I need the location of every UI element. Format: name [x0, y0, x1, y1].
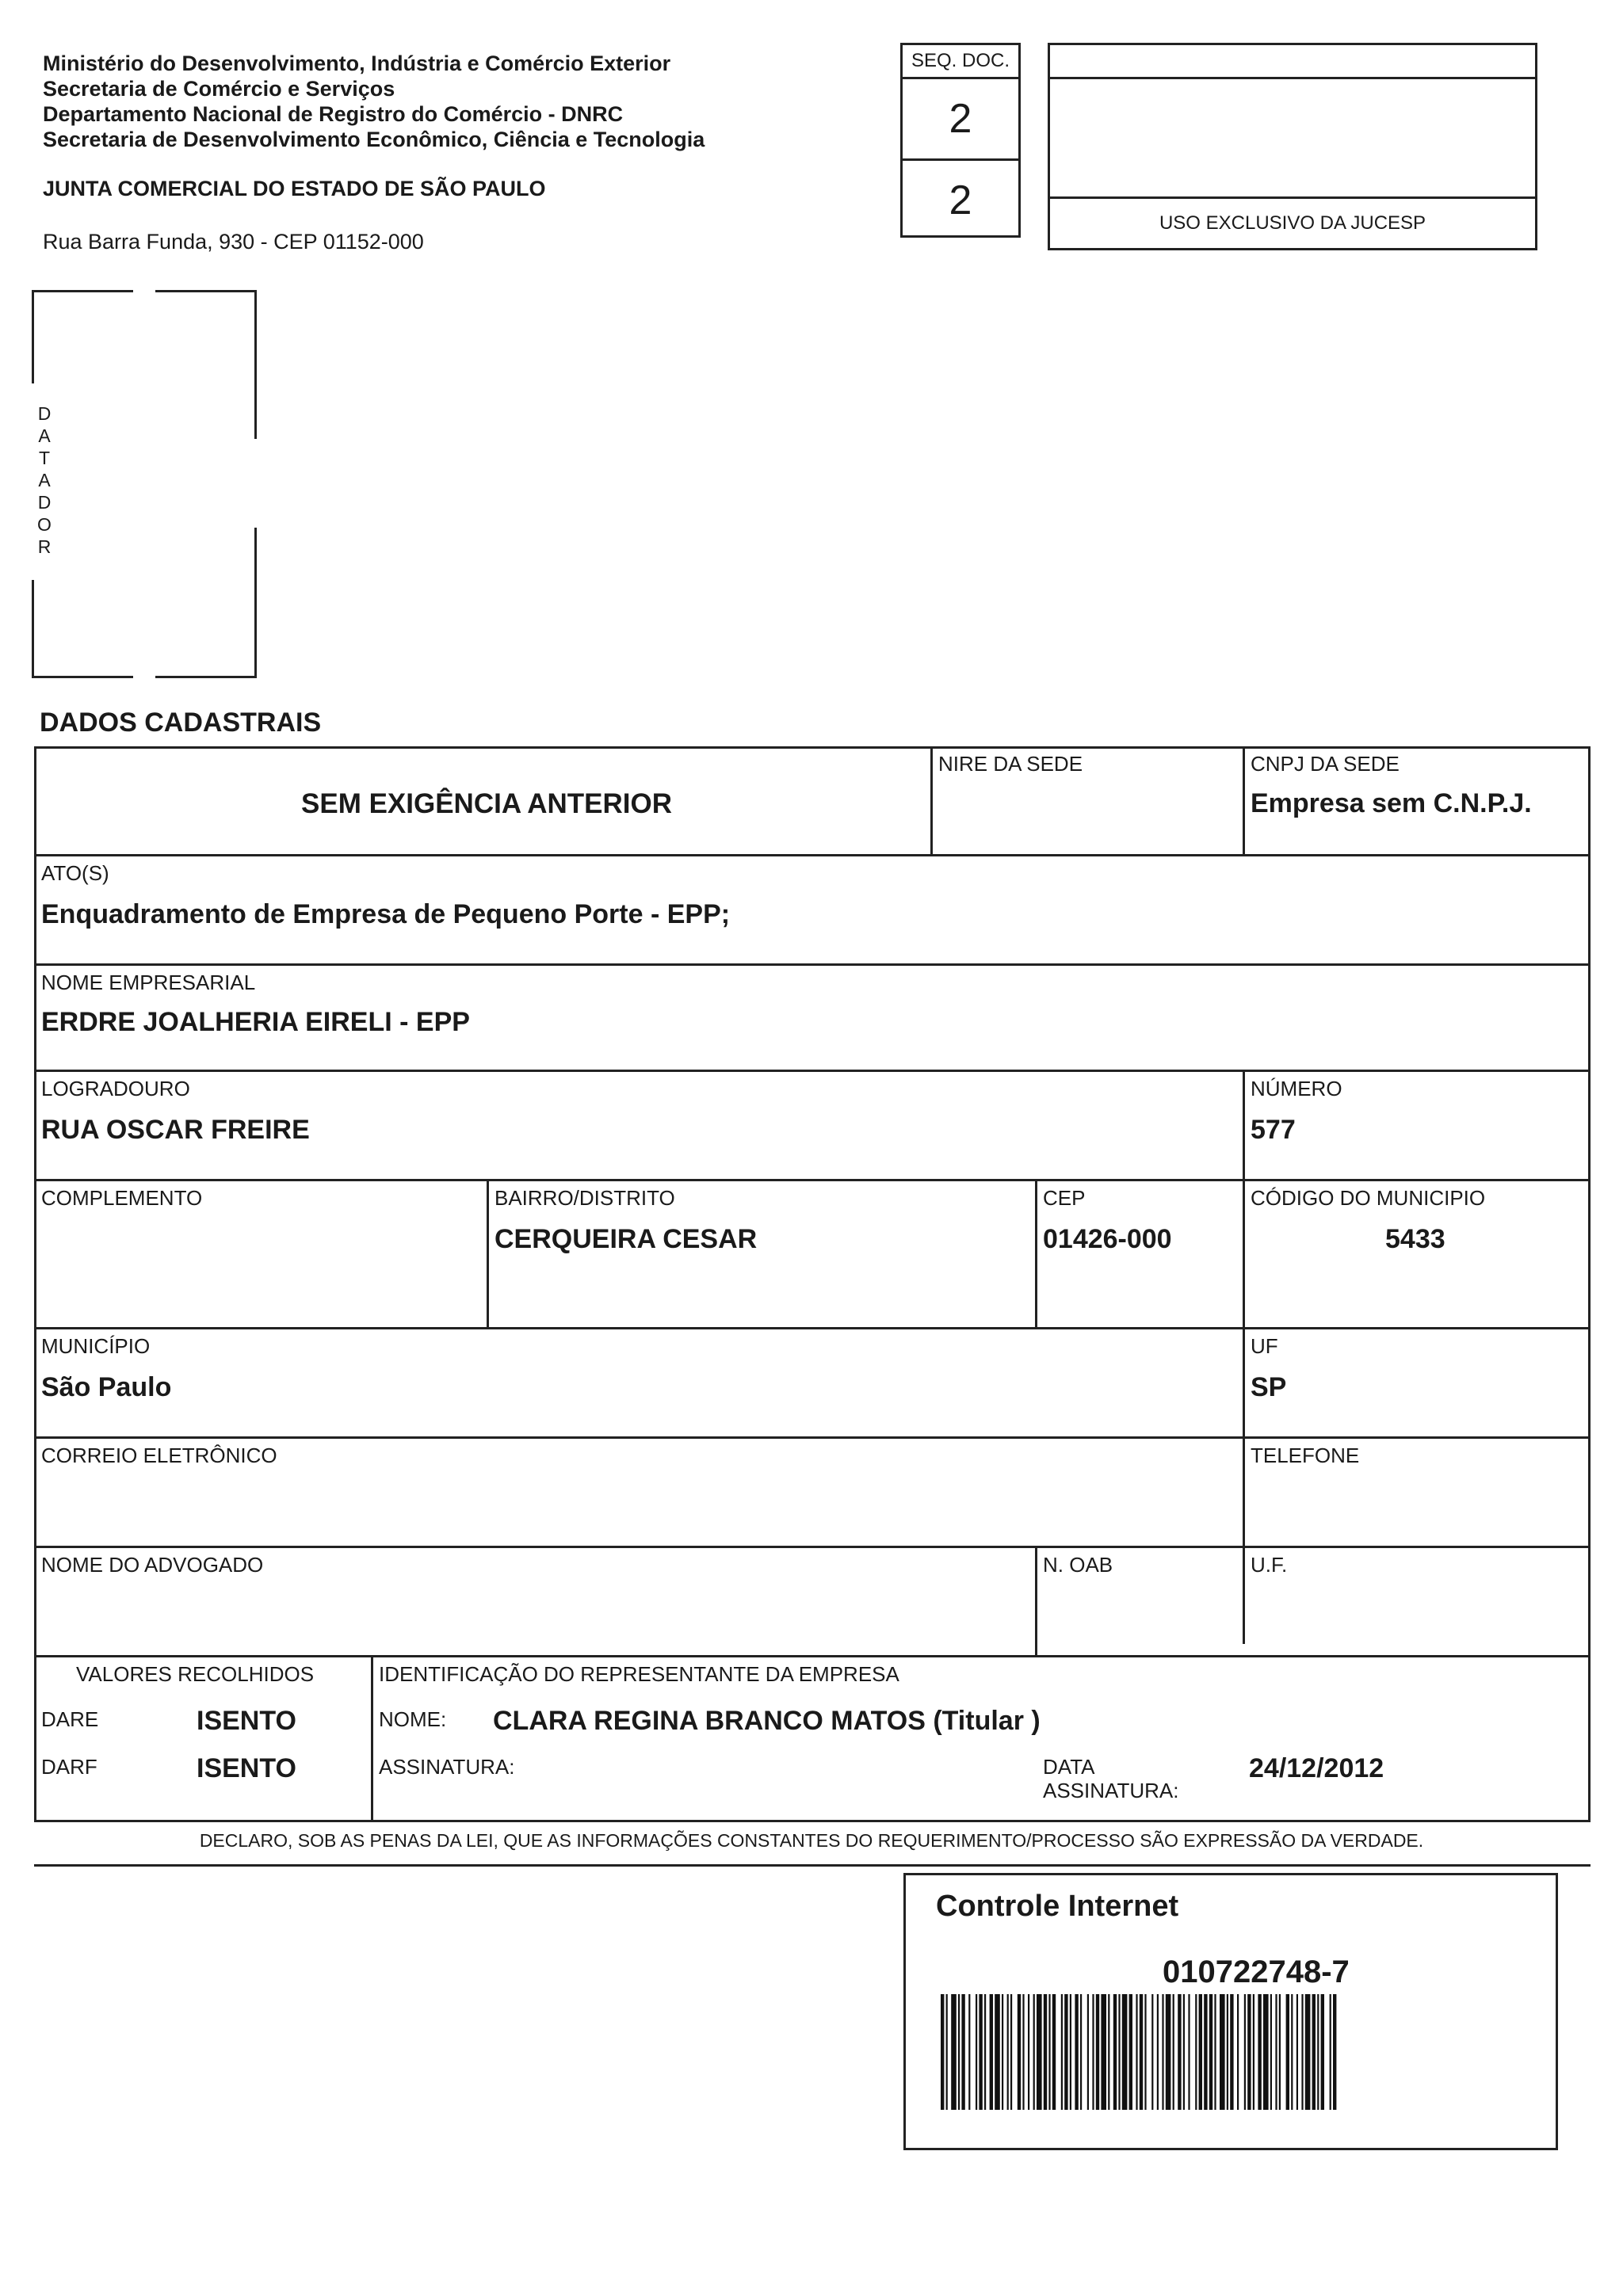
exigencia-value: SEM EXIGÊNCIA ANTERIOR [301, 788, 673, 819]
barcode-bar [1258, 1994, 1261, 2110]
barcode-bar [1033, 1994, 1035, 2110]
barcode-bar [1209, 1994, 1212, 2110]
barcode-bar [1048, 1994, 1050, 2110]
uf-label: UF [1251, 1334, 1278, 1358]
codigo-municipio-label: CÓDIGO DO MUNICIPIO [1251, 1186, 1486, 1210]
barcode-bar [951, 1994, 957, 2110]
barcode-bar [1007, 1994, 1009, 2110]
barcode-bar [1075, 1994, 1078, 2110]
barcode-bar [1296, 1994, 1298, 2110]
barcode-bar [1122, 1994, 1128, 2110]
atos-label: ATO(S) [41, 861, 109, 885]
seq-doc-value-1: 2 [949, 96, 972, 142]
barcode-bar [1052, 1994, 1056, 2110]
numero-label: NÚMERO [1251, 1077, 1342, 1100]
datador-right-top [254, 290, 257, 439]
barcode-bar [1321, 1994, 1324, 2110]
advogado-label: NOME DO ADVOGADO [41, 1553, 264, 1577]
row-divider [36, 1327, 1588, 1329]
barcode-bar [1291, 1994, 1293, 2110]
declaration-text: DECLARO, SOB AS PENAS DA LEI, QUE AS INFORMAÇÕES CONSTANTES DO REQUERIMENTO/PROCESSO SÃO EXPRESSÃO DA VERDADE. [199, 1830, 1424, 1851]
barcode-bar [1101, 1994, 1106, 2110]
barcode-bar [1044, 1994, 1047, 2110]
datador-left-bottom [32, 580, 34, 678]
valores-label: VALORES RECOLHIDOS [76, 1662, 315, 1686]
header-line-1: Ministério do Desenvolvimento, Indústria e Comércio Exterior [43, 51, 671, 75]
barcode-bar [1129, 1994, 1132, 2110]
barcode-bar [941, 1994, 944, 2110]
seq-doc-box [900, 43, 1021, 238]
header-line-3: Departamento Nacional de Registro do Comércio - DNRC [43, 102, 624, 126]
barcode-bar [1330, 1994, 1331, 2110]
barcode-bar [995, 1994, 1000, 2110]
uf-value: SP [1251, 1372, 1287, 1402]
bairro-label: BAIRRO/DISTRITO [495, 1186, 675, 1210]
barcode-bar [1305, 1994, 1311, 2110]
barcode-bar [1140, 1994, 1143, 2110]
barcode-bar [1312, 1994, 1316, 2110]
header-line-2: Secretaria de Comércio e Serviços [43, 77, 395, 101]
municipio-label: MUNICÍPIO [41, 1334, 151, 1358]
seq-doc-label: SEQ. DOC. [903, 45, 1018, 79]
barcode-bar [1002, 1994, 1003, 2110]
logradouro-label: LOGRADOURO [41, 1077, 190, 1100]
darf-label: DARF [41, 1755, 97, 1779]
numero-value: 577 [1251, 1115, 1296, 1145]
barcode-bar [1270, 1994, 1272, 2110]
codigo-municipio-value: 5433 [1385, 1224, 1445, 1254]
barcode-bar [1070, 1994, 1071, 2110]
uso-exclusivo-label: USO EXCLUSIVO DA JUCESP [1159, 212, 1426, 234]
barcode-bar [990, 1994, 993, 2110]
barcode-bar [1286, 1994, 1289, 2110]
barcode-bar [976, 1994, 977, 2110]
barcode-bar [1037, 1994, 1042, 2110]
barcode-bar [1301, 1994, 1303, 2110]
dare-value: ISENTO [197, 1706, 296, 1736]
datador-bottom-left [32, 676, 133, 678]
row-divider [36, 1179, 1588, 1181]
barcode-bar [1317, 1994, 1319, 2110]
barcode-bar [1183, 1994, 1185, 2110]
barcode-bar [1204, 1994, 1207, 2110]
representante-nome-label: NOME: [379, 1707, 447, 1731]
barcode-bar [1018, 1994, 1021, 2110]
barcode-bar [1195, 1994, 1197, 2110]
col-divider [487, 1179, 489, 1327]
barcode-bar [1087, 1994, 1089, 2110]
data-assinatura-value: 24/12/2012 [1249, 1753, 1384, 1783]
barcode-bar [1230, 1994, 1233, 2110]
col-divider [1035, 1546, 1037, 1655]
datador-right-bottom [254, 528, 257, 678]
barcode-bar [1080, 1994, 1082, 2110]
barcode-bar [968, 1994, 970, 2110]
uso-row-middle [1050, 79, 1535, 199]
barcode-bar [1151, 1994, 1153, 2110]
barcode-bar [1108, 1994, 1109, 2110]
row-divider [36, 963, 1588, 966]
telefone-label: TELEFONE [1251, 1444, 1360, 1467]
bairro-value: CERQUEIRA CESAR [495, 1224, 758, 1254]
barcode-bar [961, 1994, 964, 2110]
col-divider [930, 749, 933, 854]
barcode-bar [1237, 1994, 1239, 2110]
col-divider [1243, 749, 1245, 854]
declaration-rule [34, 1864, 1591, 1867]
barcode-bar [1275, 1994, 1277, 2110]
row-divider [36, 1070, 1588, 1072]
barcode-bar [1253, 1994, 1254, 2110]
complemento-label: COMPLEMENTO [41, 1186, 203, 1210]
col-divider [1243, 1070, 1245, 1644]
municipio-value: São Paulo [41, 1372, 172, 1402]
cep-value: 01426-000 [1043, 1224, 1172, 1254]
dare-label: DARE [41, 1707, 99, 1731]
datador-top-right [155, 290, 257, 292]
section-title: DADOS CADASTRAIS [40, 707, 322, 738]
barcode-image [941, 1994, 1337, 2110]
barcode-bar [1092, 1994, 1094, 2110]
barcode-bar [1136, 1994, 1137, 2110]
barcode-bar [1178, 1994, 1181, 2110]
barcode-bar [1244, 1994, 1246, 2110]
representante-nome-value: CLARA REGINA BRANCO MATOS (Titular ) [493, 1706, 1041, 1736]
barcode-bar [1064, 1994, 1067, 2110]
barcode-bar [979, 1994, 982, 2110]
barcode-bar [1022, 1994, 1024, 2110]
barcode-bar [1220, 1994, 1225, 2110]
barcode-bar [1113, 1994, 1117, 2110]
junta-name: JUNTA COMERCIAL DO ESTADO DE SÃO PAULO [43, 177, 546, 200]
row-divider [36, 1655, 1588, 1657]
controle-title: Controle Internet [936, 1890, 1179, 1923]
controle-number: 010722748-7 [1163, 1955, 1350, 1989]
barcode-bar [1263, 1994, 1269, 2110]
row-divider [36, 854, 1588, 856]
header-line-4: Secretaria de Desenvolvimento Econômico, Ciência e Tecnologia [43, 128, 705, 151]
col-divider [1035, 1179, 1037, 1327]
barcode-bar [1162, 1994, 1163, 2110]
dados-cadastrais-form [34, 746, 1591, 1822]
cep-label: CEP [1043, 1186, 1086, 1210]
seq-doc-value-2: 2 [903, 158, 1018, 240]
barcode-bar [1214, 1994, 1216, 2110]
email-label: CORREIO ELETRÔNICO [41, 1444, 277, 1467]
atos-value: Enquadramento de Empresa de Pequeno Porte - EPP; [41, 899, 731, 929]
assinatura-label: ASSINATURA: [379, 1755, 515, 1779]
datador-label: D A T A D O R [37, 403, 52, 557]
datador-top-left [32, 290, 133, 292]
row-divider [36, 1436, 1588, 1439]
barcode-bar [1227, 1994, 1228, 2110]
barcode-bar [1188, 1994, 1190, 2110]
barcode-bar [984, 1994, 986, 2110]
junta-address: Rua Barra Funda, 930 - CEP 01152-000 [43, 230, 424, 254]
barcode-bar [946, 1994, 948, 2110]
barcode-bar [1061, 1994, 1063, 2110]
barcode-bar [1333, 1994, 1336, 2110]
cnpj-label: CNPJ DA SEDE [1251, 752, 1400, 776]
barcode-bar [1157, 1994, 1159, 2110]
logradouro-value: RUA OSCAR FREIRE [41, 1115, 310, 1145]
barcode-bar [1010, 1994, 1012, 2110]
nire-label: NIRE DA SEDE [938, 752, 1083, 776]
row-divider [36, 1546, 1588, 1548]
barcode-bar [958, 1994, 960, 2110]
identificacao-label: IDENTIFICAÇÃO DO REPRESENTANTE DA EMPRESA [379, 1662, 899, 1686]
uso-row-top [1050, 45, 1535, 79]
col-divider [371, 1655, 373, 1820]
nome-empresarial-value: ERDRE JOALHERIA EIRELI - EPP [41, 1007, 470, 1037]
nome-empresarial-label: NOME EMPRESARIAL [41, 971, 256, 994]
uso-exclusivo-box [1048, 43, 1537, 250]
cnpj-value: Empresa sem C.N.P.J. [1251, 788, 1532, 818]
barcode-bar [1096, 1994, 1099, 2110]
header-block [43, 51, 705, 152]
oab-label: N. OAB [1043, 1553, 1113, 1577]
barcode-bar [1279, 1994, 1281, 2110]
barcode-bar [1173, 1994, 1174, 2110]
datador-left-top [32, 290, 34, 383]
controle-internet-box [903, 1873, 1558, 2150]
barcode-bar [1199, 1994, 1202, 2110]
barcode-bar [1118, 1994, 1120, 2110]
data-assinatura-label: DATA ASSINATURA: [1043, 1755, 1179, 1802]
uf-advogado-label: U.F. [1251, 1553, 1288, 1577]
datador-bottom-right [155, 676, 257, 678]
barcode-bar [1144, 1994, 1146, 2110]
barcode-bar [1028, 1994, 1029, 2110]
darf-value: ISENTO [197, 1753, 296, 1783]
barcode-bar [1247, 1994, 1251, 2110]
barcode-bar [1166, 1994, 1171, 2110]
